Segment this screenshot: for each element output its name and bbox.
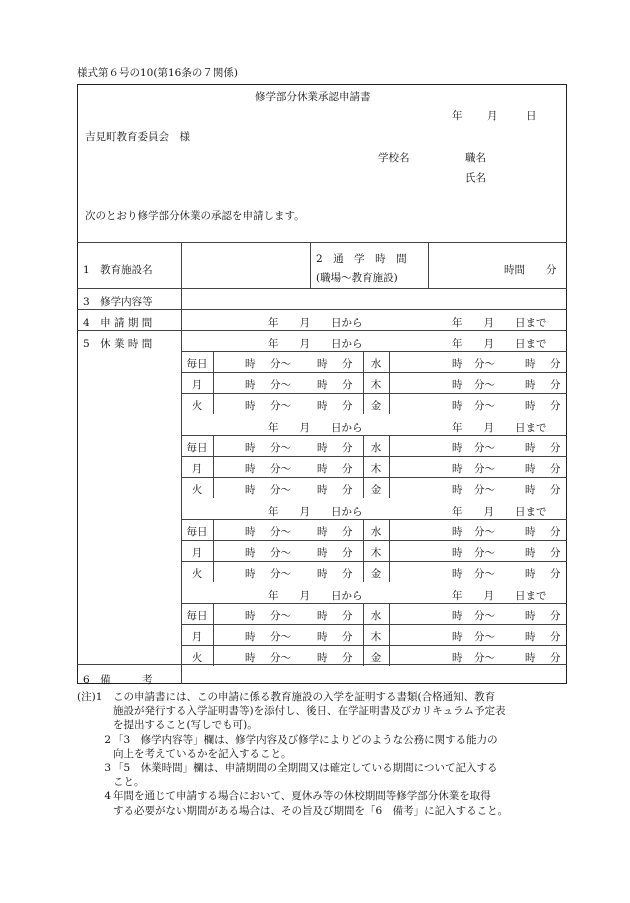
hour-label: 時 [525, 631, 536, 643]
day-label-left: 月 [191, 463, 203, 475]
hour-label: 時 [317, 526, 328, 538]
note-prefix: (注)1 [77, 691, 103, 703]
minute-from-label: 分～ [474, 652, 495, 664]
hour-label: 時 [452, 526, 463, 538]
minute-from-label: 分～ [270, 526, 291, 538]
note-4-line-2: する必要がない期間がある場合は、その旨及び期間を「6 備考」に記入すること。 [113, 804, 509, 817]
minute-label: 分 [550, 463, 561, 475]
hour-label: 時 [525, 526, 536, 538]
hour-label: 時 [317, 568, 328, 580]
hour-label: 時 [317, 463, 328, 475]
minute-from-label: 分～ [474, 358, 495, 370]
rule-line [213, 351, 214, 414]
day-label-left: 毎日 [186, 526, 208, 538]
hour-label: 時 [525, 610, 536, 622]
remarks-label: 6 備 考 [83, 674, 153, 686]
hour-label: 時 [525, 547, 536, 559]
minute-from-label: 分～ [270, 358, 291, 370]
hour-label: 時 [452, 358, 463, 370]
hour-label: 時 [245, 526, 256, 538]
day-label-right: 金 [370, 652, 382, 664]
minute-label: 分 [342, 568, 353, 580]
hour-label: 時 [317, 400, 328, 412]
minute-from-label: 分～ [270, 400, 291, 412]
day-label-right: 水 [370, 358, 382, 370]
day-label-left: 毎日 [186, 358, 208, 370]
hour-label: 時 [245, 379, 256, 391]
hour-label: 時 [452, 463, 463, 475]
rule-line [181, 477, 567, 478]
date-month: 月 [487, 110, 498, 122]
minute-label: 分 [550, 526, 561, 538]
leave-period-to: 年 月 日まで [452, 506, 547, 518]
leave-time-label: 5 休 業 時 間 [83, 338, 153, 350]
minute-label: 分 [342, 631, 353, 643]
minute-from-label: 分～ [474, 463, 495, 475]
note-2-number: 2 [104, 733, 111, 746]
minute-from-label: 分～ [270, 484, 291, 496]
hour-label: 時 [452, 547, 463, 559]
hour-label: 時 [452, 568, 463, 580]
day-label-right: 水 [370, 610, 382, 622]
hour-label: 時 [245, 484, 256, 496]
day-label-left: 月 [191, 631, 203, 643]
hour-label: 時 [245, 568, 256, 580]
rule-line [77, 330, 567, 331]
minute-label: 分 [550, 631, 561, 643]
minute-from-label: 分～ [270, 547, 291, 559]
hour-label: 時 [317, 484, 328, 496]
day-label-right: 木 [370, 631, 382, 643]
hour-label: 時 [245, 358, 256, 370]
leave-period-to: 年 月 日まで [452, 422, 547, 434]
rule-line [181, 372, 567, 373]
day-label-right: 金 [370, 400, 382, 412]
rule-line [213, 435, 214, 498]
minute-label: 分 [342, 463, 353, 475]
hour-label: 時 [245, 463, 256, 475]
note-3-line-1: 「5 休業時間」欄は、申請期間の全期間又は確定している期間について記入する [113, 762, 498, 775]
study-content-label: 3 修学内容等 [83, 296, 153, 308]
day-label-left: 火 [191, 400, 203, 412]
rule-line [77, 288, 567, 289]
hour-label: 時 [317, 358, 328, 370]
minute-label: 分 [342, 652, 353, 664]
hour-label: 時 [452, 484, 463, 496]
school-name-label: 学校名 [378, 152, 410, 164]
minute-label: 分 [342, 379, 353, 391]
rule-line [181, 456, 567, 457]
day-label-left: 毎日 [186, 610, 208, 622]
hour-label: 時 [525, 463, 536, 475]
rule-line [181, 645, 567, 646]
leave-period-to: 年 月 日まで [452, 338, 547, 350]
date-day: 日 [526, 110, 537, 122]
hour-label: 時 [317, 442, 328, 454]
hour-label: 時 [317, 379, 328, 391]
minute-from-label: 分～ [270, 568, 291, 580]
note-4 [77, 789, 573, 817]
hour-label: 時 [525, 442, 536, 454]
day-label-right: 木 [370, 547, 382, 559]
minute-label: 分 [550, 652, 561, 664]
rule-line [181, 351, 567, 352]
note-1-line-2: 施設が発行する入学証明書等)を添付し、後日、在学証明書及びカリキュラム予定表 [113, 705, 506, 718]
application-period-from: 年 月 日から [268, 317, 363, 329]
day-label-right: 木 [370, 379, 382, 391]
minute-label: 分 [342, 526, 353, 538]
day-label-left: 月 [191, 547, 203, 559]
leave-period-from: 年 月 日から [268, 422, 363, 434]
commute-route-label: (職場～教育施設) [316, 272, 398, 284]
addressee: 吉見町教育委員会 様 [85, 131, 190, 143]
minute-label: 分 [342, 358, 353, 370]
rule-line [181, 540, 567, 541]
rule-line [389, 603, 390, 666]
note-3 [77, 761, 573, 789]
minute-label: 分 [342, 484, 353, 496]
institution-name-label: 1 教育施設名 [83, 264, 153, 276]
hour-label: 時 [525, 568, 536, 580]
day-label-left: 毎日 [186, 442, 208, 454]
minute-label: 分 [550, 400, 561, 412]
form-number: 様式第６号の10(第16条の７関係) [77, 67, 238, 79]
note-1 [77, 690, 573, 733]
minute-from-label: 分～ [474, 547, 495, 559]
hour-label: 時 [317, 547, 328, 559]
day-label-left: 火 [191, 568, 203, 580]
day-label-left: 月 [191, 379, 203, 391]
rule-line [181, 603, 567, 604]
rule-line [181, 624, 567, 625]
rule-line [77, 242, 567, 243]
day-label-right: 金 [370, 568, 382, 580]
note-2-line-1: 「3 修学内容等」欄は、修学内容及び修学によりどのような公務に関する能力の [113, 733, 498, 746]
minute-label: 分 [550, 547, 561, 559]
minute-from-label: 分～ [474, 568, 495, 580]
leave-period-to: 年 月 日まで [452, 590, 547, 602]
note-2 [77, 733, 573, 761]
note-3-number: 3 [104, 762, 111, 775]
rule-line [213, 519, 214, 582]
hour-label: 時 [525, 652, 536, 664]
rule-line [77, 309, 567, 310]
minute-from-label: 分～ [474, 484, 495, 496]
minute-from-label: 分～ [474, 379, 495, 391]
hour-label: 時 [245, 547, 256, 559]
minute-label: 分 [550, 358, 561, 370]
rule-line [181, 519, 567, 520]
leave-period-from: 年 月 日から [268, 338, 363, 350]
position-label: 職名 [465, 152, 486, 164]
minute-from-label: 分～ [270, 379, 291, 391]
request-statement: 次のとおり修学部分休業の承認を申請します。 [85, 210, 305, 222]
note-4-number: 4 [104, 790, 111, 803]
minute-label: 分 [342, 610, 353, 622]
minute-from-label: 分～ [474, 526, 495, 538]
hour-label: 時 [525, 400, 536, 412]
application-period-label: 4 申 請 期 間 [83, 317, 153, 329]
minute-label: 分 [550, 568, 561, 580]
note-3-line-2: こと。 [113, 776, 145, 789]
rule-line [389, 435, 390, 498]
hour-label: 時 [452, 442, 463, 454]
minute-label: 分 [550, 610, 561, 622]
hour-label: 時 [317, 631, 328, 643]
minute-from-label: 分～ [270, 610, 291, 622]
hour-label: 時 [525, 379, 536, 391]
minute-from-label: 分～ [270, 631, 291, 643]
notes-section [77, 690, 573, 818]
day-label-right: 水 [370, 526, 382, 538]
applicant-name-label: 氏名 [465, 172, 486, 184]
minute-from-label: 分～ [270, 442, 291, 454]
hour-label: 時 [525, 484, 536, 496]
rule-line [181, 561, 567, 562]
minute-label: 分 [342, 547, 353, 559]
hour-label: 時 [245, 442, 256, 454]
minute-label: 分 [550, 442, 561, 454]
minute-from-label: 分～ [474, 610, 495, 622]
hour-label: 時 [245, 400, 256, 412]
hour-label: 時 [452, 610, 463, 622]
hour-label: 時 [452, 652, 463, 664]
hour-label: 時 [452, 400, 463, 412]
hour-label: 時 [452, 631, 463, 643]
rule-line [213, 603, 214, 666]
minute-label: 分 [342, 442, 353, 454]
rule-line [181, 393, 567, 394]
rule-line [389, 519, 390, 582]
minute-label: 分 [550, 379, 561, 391]
commute-time-label: 2 通 学 時 間 [316, 253, 407, 265]
day-label-left: 火 [191, 652, 203, 664]
hour-label: 時 [245, 652, 256, 664]
hour-label: 時 [317, 610, 328, 622]
rule-line [389, 351, 390, 414]
minute-label: 分 [342, 400, 353, 412]
rule-line [310, 242, 311, 288]
day-label-right: 金 [370, 484, 382, 496]
day-label-right: 水 [370, 442, 382, 454]
note-2-line-2: 向上を考えているかを記入すること。 [113, 747, 292, 760]
minute-from-label: 分～ [270, 652, 291, 664]
hour-label: 時 [452, 379, 463, 391]
hour-label: 時 [317, 652, 328, 664]
note-1-line-3: を提出すること(写しでも可)。 [113, 719, 258, 732]
minute-from-label: 分～ [270, 463, 291, 475]
day-label-left: 火 [191, 484, 203, 496]
hour-label: 時 [245, 610, 256, 622]
date-year: 年 [452, 110, 463, 122]
minute-from-label: 分～ [474, 442, 495, 454]
minute-from-label: 分～ [474, 631, 495, 643]
form-title: 修学部分休業承認申請書 [255, 91, 371, 103]
rule-line [428, 242, 429, 288]
hour-label: 時 [245, 631, 256, 643]
note-4-line-1: 年間を通じて申請する場合において、夏休み等の休校期間等修学部分休業を取得 [113, 790, 491, 803]
rule-line [181, 435, 567, 436]
hour-label: 時 [525, 358, 536, 370]
minute-from-label: 分～ [474, 400, 495, 412]
leave-period-from: 年 月 日から [268, 590, 363, 602]
note-1-line-1: この申請書には、この申請に係る教育施設の入学を証明する書類(合格通知、教育 [113, 691, 496, 703]
commute-time-unit: 時間 分 [504, 264, 557, 276]
minute-label: 分 [550, 484, 561, 496]
day-label-right: 木 [370, 463, 382, 475]
leave-period-from: 年 月 日から [268, 506, 363, 518]
application-period-to: 年 月 日まで [452, 317, 547, 329]
